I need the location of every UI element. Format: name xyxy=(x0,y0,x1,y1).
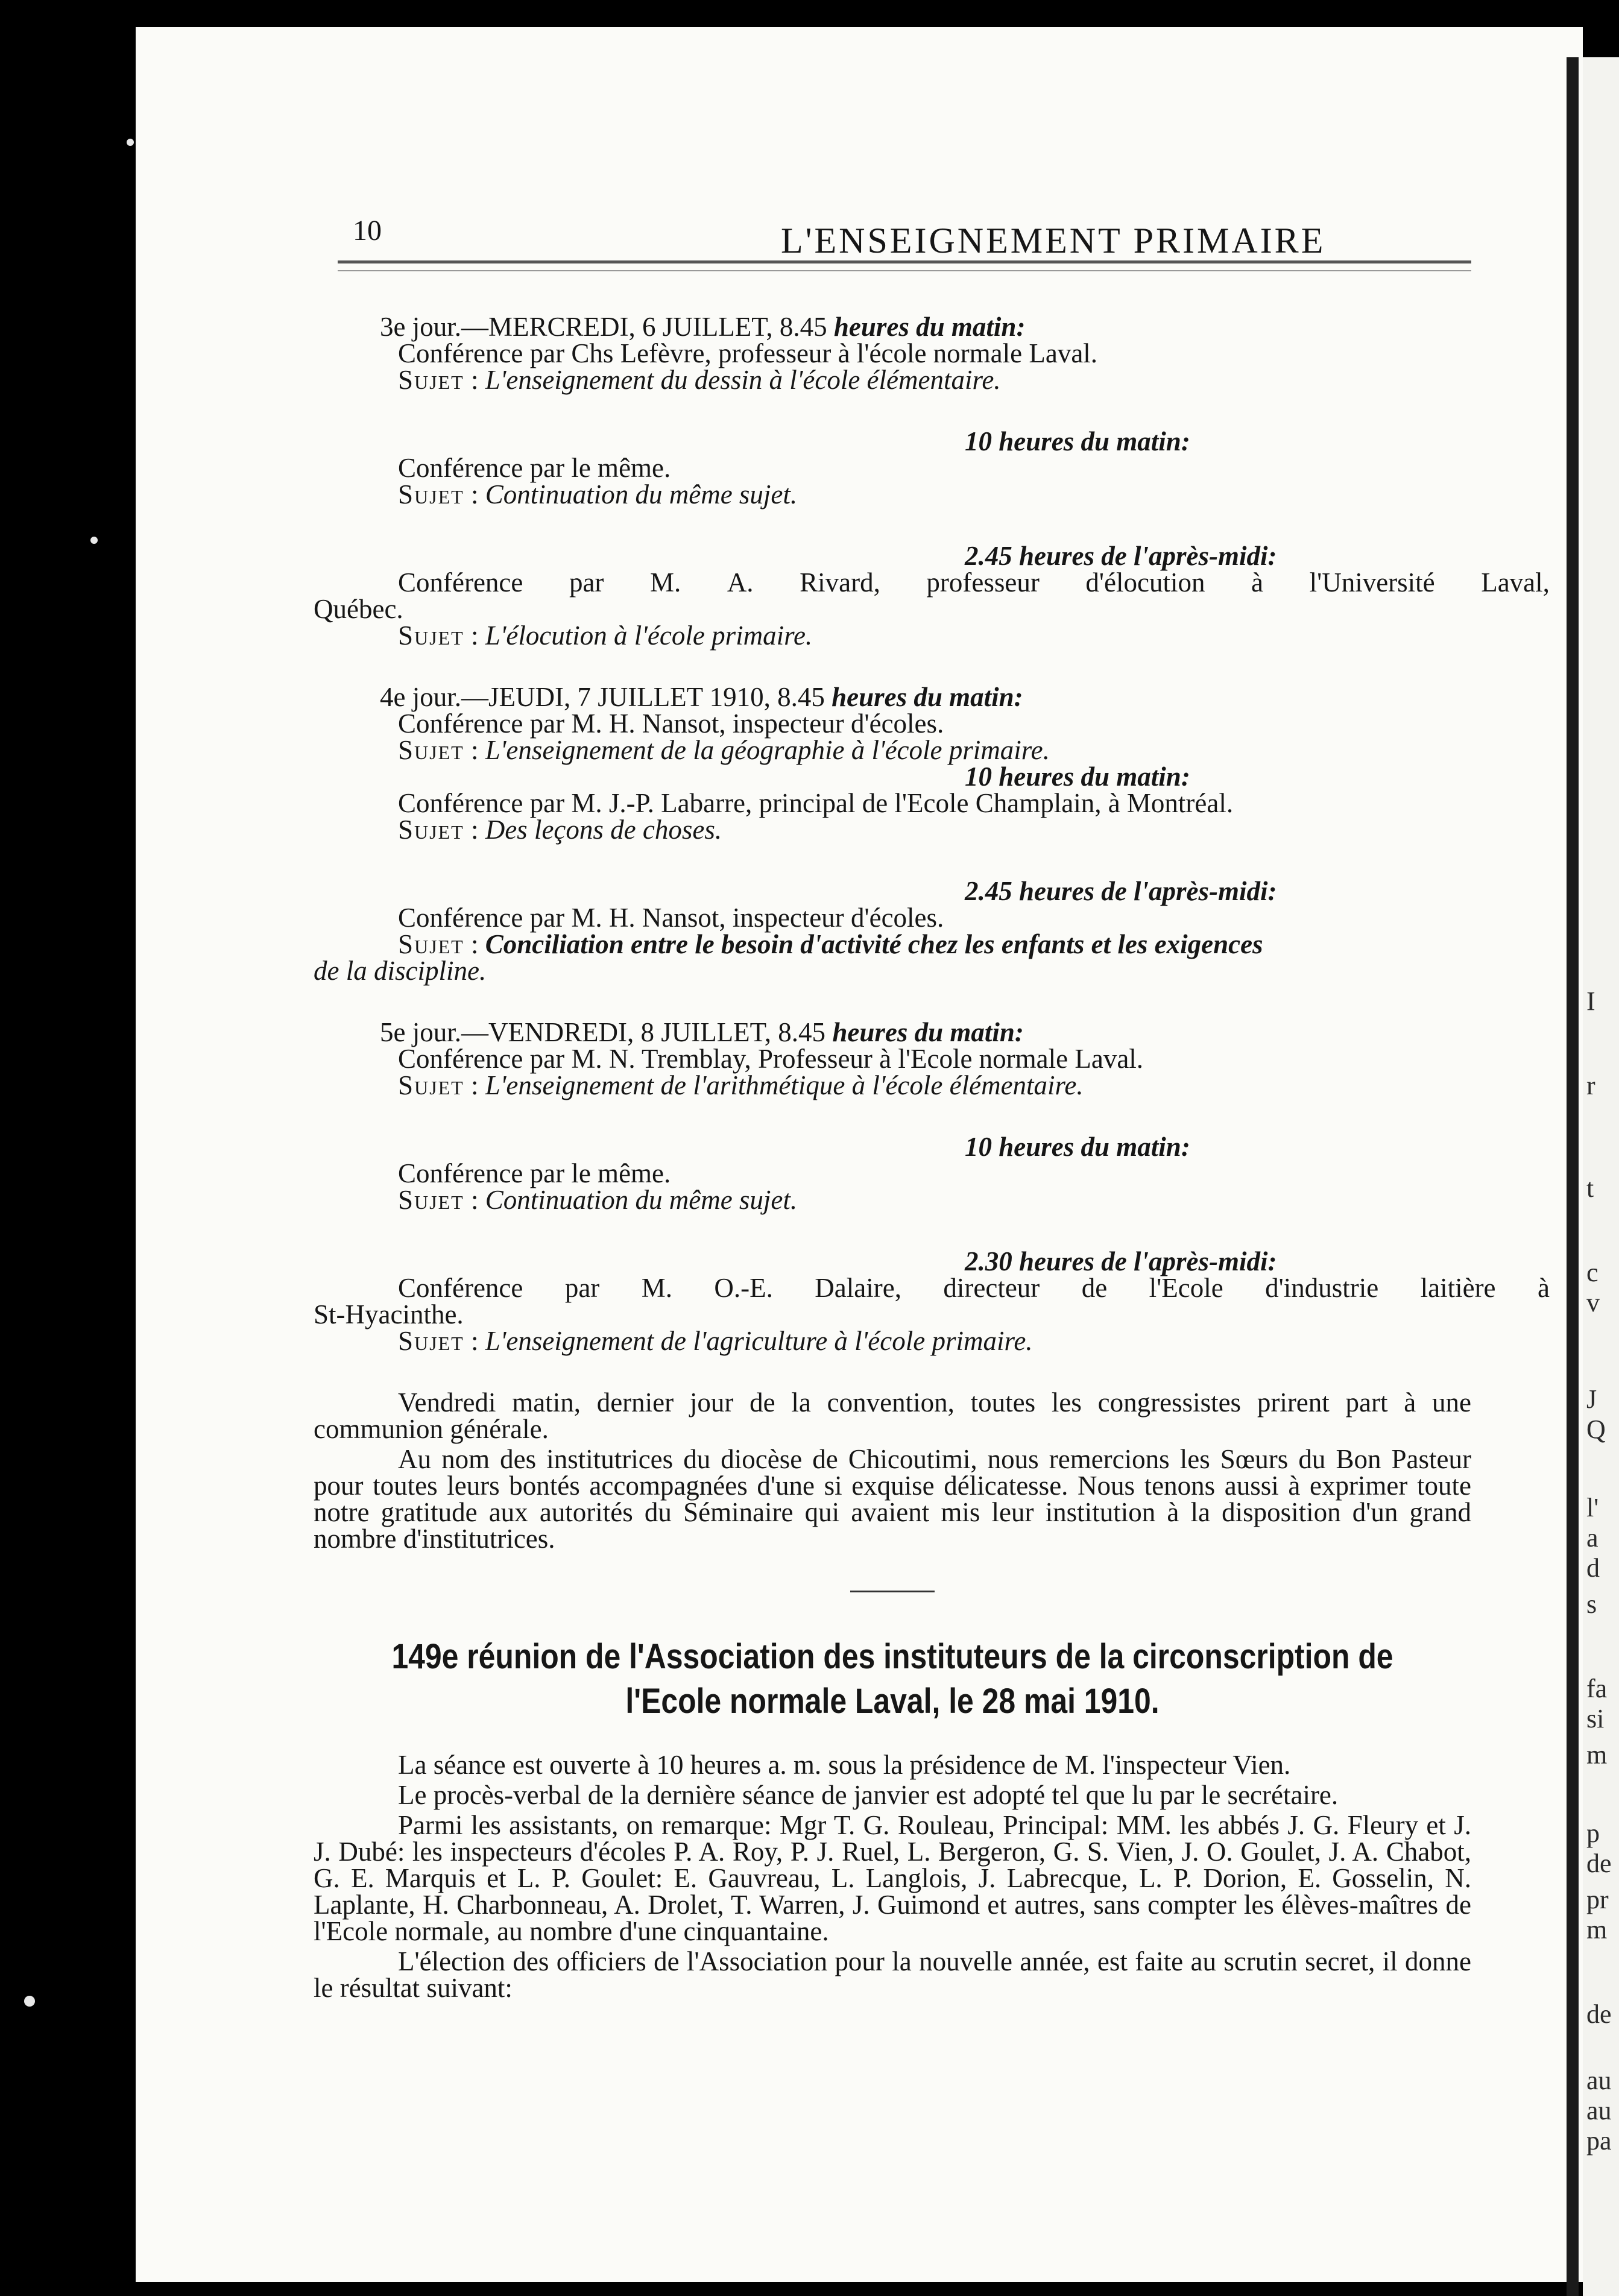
day3-program xyxy=(314,314,1471,393)
facing-fragment: de xyxy=(1586,1999,1612,2029)
sujet-label: Sujet xyxy=(398,620,464,651)
day3-session3 xyxy=(314,541,1550,651)
page-number: 10 xyxy=(353,215,382,247)
article-title xyxy=(384,1635,1401,1724)
day4-s1-conference: Conférence par M. H. Nansot, inspecteur d'écoles. xyxy=(398,708,944,739)
article-paragraph-2: Le procès-verbal de la dernière séance de janvier est adopté tel que lu par le secrétaire. xyxy=(398,1780,1339,1810)
day4-s3-conference: Conférence par M. H. Nansot, inspecteur d'écoles. xyxy=(398,903,944,933)
facing-fragment: au xyxy=(1586,2096,1612,2125)
facing-page-edge xyxy=(1583,57,1619,2296)
article-paragraph-3: Parmi les assistants, on remarque: Mgr T. G. Rouleau, Principal: MM. les abbés J. G. Fleury et J. J. Dubé: les inspecteurs d'écoles P. A. Roy, P. J. Ruel, L. Bergeron, G. S. Vien, J. O. Goulet, J. A. Chabot, G. E. Marquis et L. P. Goulet: E. Gauvreau, L. Langlois, J. Labrecque, L. P. Dorion, E. Gosselin, N. Laplante, H. Charbonneau, A. Drolet, T. Warren, J. Guimond et autres, sans compter les élèves-maîtres de l'Ecole normale, au nombre d'une cinquantaine. xyxy=(314,1810,1471,1946)
scan-speck xyxy=(127,139,134,146)
day4-s1-sujet: Sujet : L'enseignement de la géographie à l'école primaire. xyxy=(398,735,1050,765)
day3-s2-conference: Conférence par le même. xyxy=(398,453,671,483)
facing-fragment: de xyxy=(1586,1849,1612,1878)
word: M. xyxy=(649,567,681,598)
day4-s3-sujet-cont: de la discipline. xyxy=(314,956,487,986)
closing-paragraph-1: Vendredi matin, dernier jour de la convention, toutes les congressistes prirent part à une communion générale. xyxy=(314,1387,1471,1444)
sujet-label: Sujet xyxy=(398,929,464,959)
day3-session2 xyxy=(314,428,1471,508)
facing-fragment: m xyxy=(1586,1740,1608,1770)
word: A. xyxy=(727,567,754,598)
word: professeur xyxy=(926,567,1040,598)
sujet-text: L'enseignement de l'arithmétique à l'école élémentaire. xyxy=(485,1070,1084,1100)
day4-s2-time: 10 heures du matin: xyxy=(965,762,1190,792)
facing-fragment: si xyxy=(1586,1704,1605,1733)
word: Rivard, xyxy=(800,567,880,598)
facing-fragment: au xyxy=(1586,2066,1612,2095)
day3-heading-text: 3e jour.—MERCREDI, 6 JUILLET, 8.45 xyxy=(380,312,834,342)
day3-heading-time: heures du matin: xyxy=(833,312,1026,342)
word: Dalaire, xyxy=(815,1273,901,1303)
header-rule xyxy=(338,260,1471,263)
sujet-text: L'enseignement de la géographie à l'école primaire. xyxy=(485,735,1050,765)
sujet-label: Sujet xyxy=(398,479,464,509)
day4-s3-time: 2.45 heures de l'après-midi: xyxy=(965,876,1277,906)
day5-program xyxy=(314,1019,1471,1099)
day4-s2-conference: Conférence par M. J.-P. Labarre, principal de l'Ecole Champlain, à Montréal. xyxy=(398,788,1234,818)
facing-fragment: I xyxy=(1586,986,1595,1016)
word: par xyxy=(569,567,604,598)
facing-fragment: J xyxy=(1586,1384,1597,1414)
day3-s3-conference xyxy=(398,569,1550,596)
sujet-text: L'enseignement de l'agriculture à l'école primaire. xyxy=(485,1326,1033,1356)
sujet-label: Sujet xyxy=(398,815,464,845)
word: laitière xyxy=(1420,1273,1496,1303)
day4-heading xyxy=(380,684,1471,710)
day3-s3-sujet: Sujet : L'élocution à l'école primaire. xyxy=(398,620,813,651)
word: de xyxy=(1081,1273,1108,1303)
day5-s3-sujet: Sujet : L'enseignement de l'agriculture à l'école primaire. xyxy=(398,1326,1033,1356)
day4-s3-sujet: Sujet : Conciliation entre le besoin d'activité chez les enfants et les exigences xyxy=(398,929,1263,959)
facing-fragment: pr xyxy=(1586,1885,1609,1914)
sujet-label: Sujet xyxy=(398,365,464,395)
day4-s2-sujet: Sujet : Des leçons de choses. xyxy=(398,815,722,845)
sujet-label: Sujet xyxy=(398,1070,464,1100)
day5-s3-conference xyxy=(398,1275,1550,1301)
facing-fragment: p xyxy=(1586,1818,1600,1848)
day5-s2-time: 10 heures du matin: xyxy=(965,1132,1190,1162)
day4-heading-text: 4e jour.—JEUDI, 7 JUILLET 1910, 8.45 xyxy=(380,682,832,712)
sujet-label: Sujet xyxy=(398,1326,464,1356)
day5-heading xyxy=(380,1019,1471,1046)
day5-heading-text: 5e jour.—VENDREDI, 8 JUILLET, 8.45 xyxy=(380,1017,833,1047)
scan-speck xyxy=(90,537,98,544)
sujet-text: Conciliation entre le besoin d'activité chez les enfants et les exigences xyxy=(485,929,1263,959)
day5-session3 xyxy=(314,1246,1550,1356)
word: directeur xyxy=(943,1273,1040,1303)
sujet-text: Des leçons de choses. xyxy=(485,815,722,845)
day3-s1-conference: Conférence par Chs Lefèvre, professeur à l'école normale Laval. xyxy=(398,338,1098,368)
word: Conférence xyxy=(398,1273,523,1303)
word: O.-E. xyxy=(714,1273,773,1303)
word: d'industrie xyxy=(1265,1273,1379,1303)
word: par xyxy=(564,1273,600,1303)
facing-fragment: s xyxy=(1586,1589,1597,1619)
word: M. xyxy=(641,1273,672,1303)
word: Laval, xyxy=(1481,567,1550,598)
word: à xyxy=(1537,1273,1550,1303)
running-head: L'ENSEIGNEMENT PRIMAIRE xyxy=(781,221,1326,260)
page-body xyxy=(314,312,1550,2005)
day5-s1-sujet: Sujet : L'enseignement de l'arithmétique à l'école élémentaire. xyxy=(398,1070,1084,1100)
facing-fragment: t xyxy=(1586,1173,1594,1203)
sujet-text: Continuation du même sujet. xyxy=(485,479,798,509)
sujet-label: Sujet xyxy=(398,1185,464,1215)
day3-s3-time: 2.45 heures de l'après-midi: xyxy=(965,541,1277,571)
article-title-line-2: l'Ecole normale Laval, le 28 mai 1910. xyxy=(625,1682,1160,1721)
book-gutter xyxy=(1567,57,1579,2296)
sujet-text: L'élocution à l'école primaire. xyxy=(485,620,813,651)
day5-s1-conference: Conférence par M. N. Tremblay, Professeur à l'Ecole normale Laval. xyxy=(398,1044,1144,1074)
day3-s2-time: 10 heures du matin: xyxy=(965,426,1190,456)
day5-s3-time: 2.30 heures de l'après-midi: xyxy=(965,1246,1277,1276)
day3-s1-sujet: Sujet : L'enseignement du dessin à l'école élémentaire. xyxy=(398,365,1001,395)
word: Conférence xyxy=(398,567,523,598)
day5-s2-conference: Conférence par le même. xyxy=(398,1158,671,1188)
section-separator xyxy=(850,1591,935,1592)
facing-fragment: l' xyxy=(1586,1493,1599,1522)
facing-fragment: pa xyxy=(1586,2126,1612,2156)
word: d'élocution xyxy=(1085,567,1205,598)
facing-fragment: fa xyxy=(1586,1674,1608,1703)
day5-s2-sujet: Sujet : Continuation du même sujet. xyxy=(398,1185,798,1215)
day5-s3-conference-cont: St-Hyacinthe. xyxy=(314,1299,464,1329)
sujet-label: Sujet xyxy=(398,735,464,765)
word: à xyxy=(1251,567,1264,598)
facing-fragment: v xyxy=(1586,1288,1600,1317)
article-title-line-1: 149e réunion de l'Association des instituteurs de la circonscription de xyxy=(391,1637,1393,1676)
facing-fragment: m xyxy=(1586,1915,1608,1944)
day3-s2-sujet: Sujet : Continuation du même sujet. xyxy=(398,479,798,509)
day4-heading-time: heures du matin: xyxy=(832,682,1023,712)
closing-paragraph-2: Au nom des institutrices du diocèse de Chicoutimi, nous remercions les Sœurs du Bon Pasteur pour toutes leurs bontés accompagnées d'une si exquise délicatesse. Nous tenons aussi à exprimer toute notre gratitude aux autorités du Séminaire qui avaient mis leur institution à la disposition d'un grand nombre d'institutrices. xyxy=(314,1444,1471,1554)
sujet-text: L'enseignement du dessin à l'école élémentaire. xyxy=(485,365,1001,395)
day3-s3-conference-cont: Québec. xyxy=(314,594,403,624)
facing-fragment: Q xyxy=(1586,1414,1606,1444)
article-paragraph-4: L'élection des officiers de l'Association pour la nouvelle année, est faite au scrutin secret, il donne le résultat suivant: xyxy=(314,1946,1471,2003)
word: l'Ecole xyxy=(1149,1273,1223,1303)
day4-program xyxy=(314,684,1471,843)
facing-fragment: r xyxy=(1586,1071,1595,1100)
day3-heading xyxy=(380,314,1471,340)
facing-fragment: a xyxy=(1586,1523,1598,1553)
facing-fragment: d xyxy=(1586,1553,1600,1583)
day4-session3 xyxy=(314,878,1471,984)
day5-heading-time: heures du matin: xyxy=(832,1017,1024,1047)
scan-speck xyxy=(24,1996,35,2007)
sujet-text: Continuation du même sujet. xyxy=(485,1185,798,1215)
word: l'Université xyxy=(1309,567,1435,598)
header-rule-thin xyxy=(338,270,1471,271)
article-paragraph-1: La séance est ouverte à 10 heures a. m. sous la présidence de M. l'inspecteur Vien. xyxy=(398,1750,1291,1780)
day5-session2 xyxy=(314,1134,1471,1213)
facing-fragment: c xyxy=(1586,1258,1598,1287)
